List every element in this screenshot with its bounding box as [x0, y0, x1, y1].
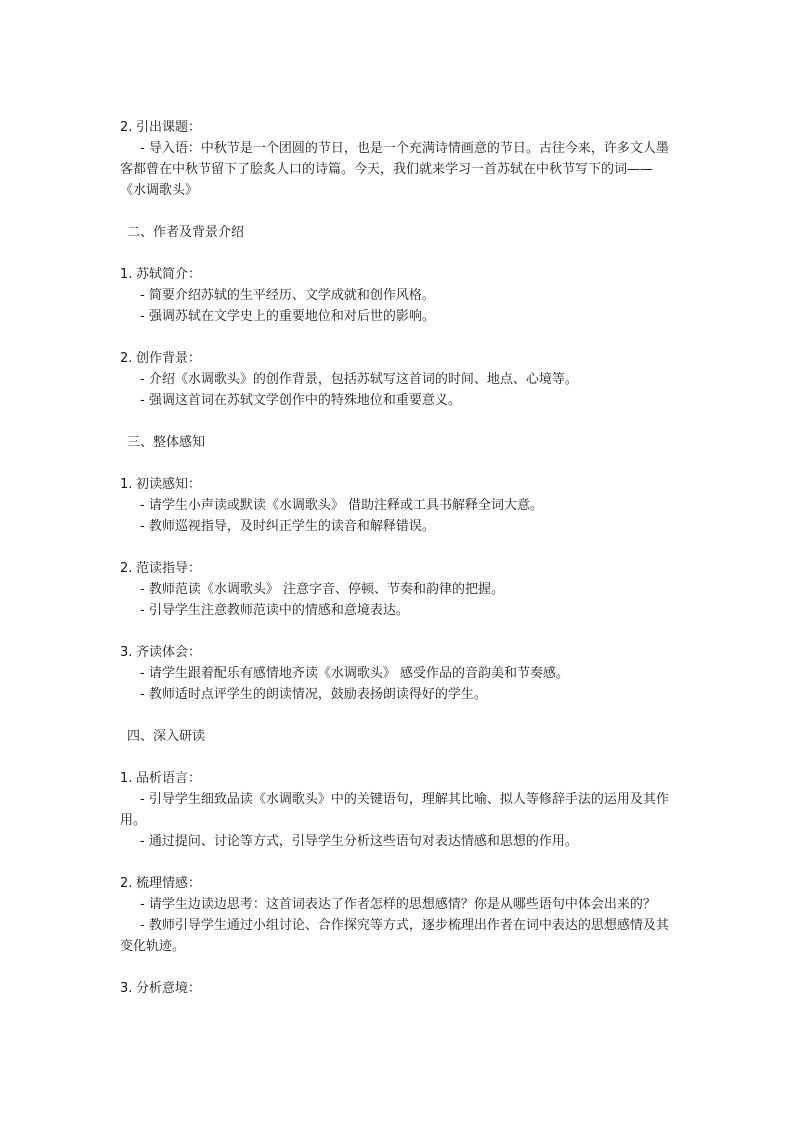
item-number: 2. — [120, 876, 133, 891]
intro-item-title: 引出课题： — [136, 120, 202, 135]
item-heading — [120, 768, 676, 789]
bullet-line: - 请学生边读边思考：这首词表达了作者怎样的思想感情？你是从哪些语句中体会出来的？ — [140, 897, 656, 912]
item-heading — [120, 978, 676, 999]
item-number: 1. — [120, 267, 133, 282]
item-number: 2. — [120, 561, 133, 576]
intro-item-number: 2. — [120, 120, 133, 135]
bullet-line: - 引导学生注意教师范读中的情感和意境表达。 — [140, 603, 409, 618]
item-number: 1. — [120, 477, 133, 492]
bullet-line: - 介绍《水调歌头》的创作背景，包括苏轼写这首词的时间、地点、心境等。 — [140, 372, 578, 387]
section-heading-deep-reading: 四、深入研读 — [127, 729, 206, 744]
bullet-line: - 请学生小声读或默读《水调歌头》 借助注释或工具书解释全词大意。 — [140, 498, 543, 513]
document-body — [120, 117, 676, 999]
item-heading — [120, 474, 676, 495]
bullet-line: - 教师引导学生通过小组讨论、合作探究等方式，逐步梳理出作者在词中表达的思想感情及其变化轨迹。 — [120, 918, 669, 954]
item-number: 3. — [120, 645, 133, 660]
item-title: 初读感知： — [136, 477, 202, 492]
bullet-line: - 教师范读《水调歌头》 注意字音、停顿、节奏和韵律的把握。 — [140, 582, 504, 597]
item-heading — [120, 558, 676, 579]
item-heading — [120, 348, 676, 369]
item-title: 品析语言： — [136, 771, 202, 786]
item-heading — [120, 264, 676, 285]
item-heading — [120, 642, 676, 663]
item-title: 梳理情感： — [136, 876, 202, 891]
item-title: 齐读体会： — [136, 645, 202, 660]
bullet-line: - 强调苏轼在文学史上的重要地位和对后世的影响。 — [140, 309, 435, 324]
bullet-line: - 强调这首词在苏轼文学创作中的特殊地位和重要意义。 — [140, 393, 461, 408]
section-heading-background: 二、作者及背景介绍 — [127, 225, 245, 240]
item-number: 3. — [120, 981, 133, 996]
intro-item-heading — [120, 117, 676, 138]
item-title: 分析意境： — [136, 981, 202, 996]
bullet-line: - 请学生跟着配乐有感情地齐读《水调歌头》 感受作品的音韵美和节奏感。 — [140, 666, 569, 681]
item-number: 1. — [120, 771, 133, 786]
bullet-line: - 通过提问、讨论等方式，引导学生分析这些语句对表达情感和思想的作用。 — [140, 834, 578, 849]
bullet-line: - 教师巡视指导，及时纠正学生的读音和解释错误。 — [140, 519, 435, 534]
bullet-line: - 简要介绍苏轼的生平经历、文学成就和创作风格。 — [140, 288, 435, 303]
item-heading — [120, 873, 676, 894]
item-title: 范读指导： — [136, 561, 202, 576]
bullet-line: - 教师适时点评学生的朗读情况，鼓励表扬朗读得好的学生。 — [140, 687, 487, 702]
intro-bullet: - 导入语：中秋节是一个团圆的节日，也是一个充满诗情画意的节日。古往今来，许多文人墨客都曾在中秋节留下了脍炙人口的诗篇。今天，我们就来学习一首苏轼在中秋节写下的词——《水调歌头》 — [120, 141, 669, 198]
item-title: 苏轼简介： — [136, 267, 202, 282]
section-heading-perception: 三、整体感知 — [127, 435, 206, 450]
item-title: 创作背景： — [136, 351, 202, 366]
bullet-line: - 引导学生细致品读《水调歌头》中的关键语句，理解其比喻、拟人等修辞手法的运用及其作用。 — [120, 792, 669, 828]
item-number: 2. — [120, 351, 133, 366]
